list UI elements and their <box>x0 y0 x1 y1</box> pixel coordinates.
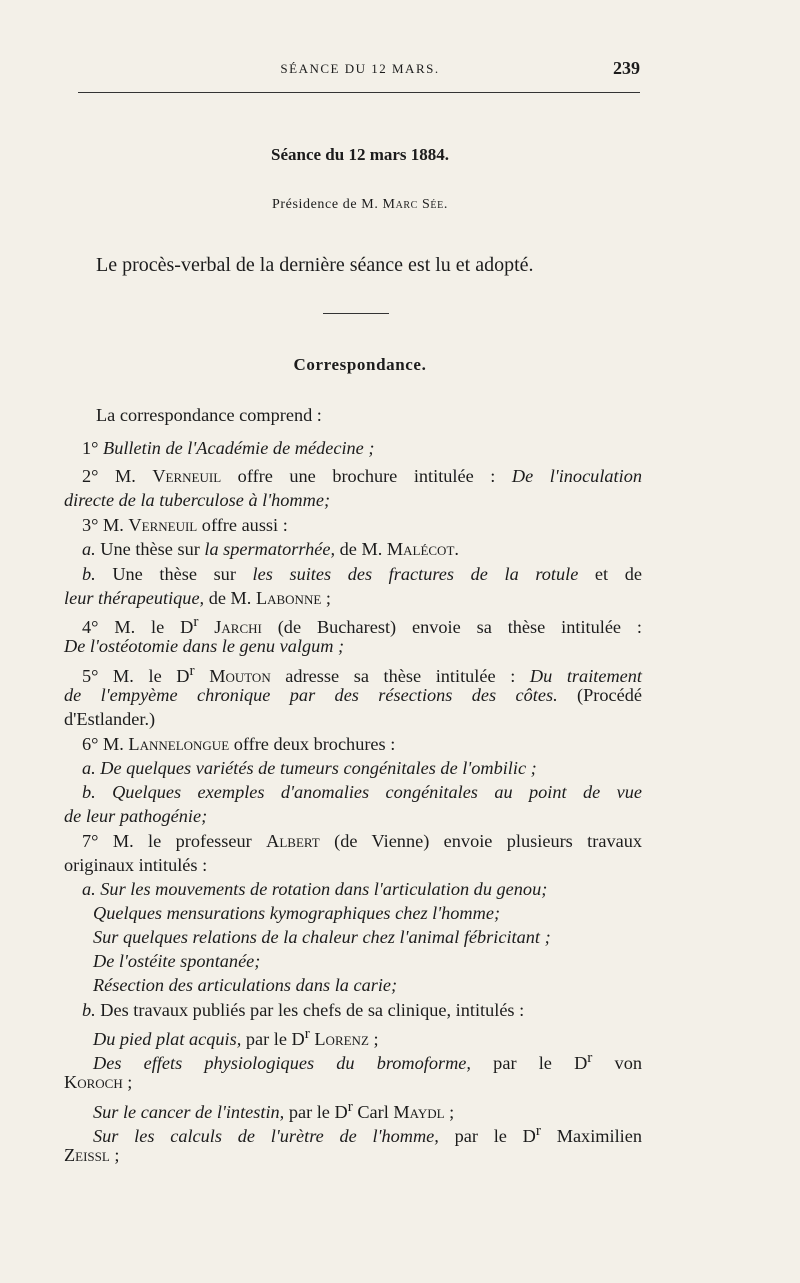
header-rule <box>78 92 640 93</box>
president-name: Marc Sée <box>382 197 444 212</box>
section-separator <box>323 313 389 314</box>
item-6: 6° M. Lannelongue offre deux brochures : <box>82 734 396 754</box>
seance-title: Séance du 12 mars 1884. <box>270 145 450 164</box>
item-2-continued: directe de la tuberculose à l'homme; <box>64 490 331 510</box>
item-7b-4: Sur les calculs de l'urètre de l'homme, par le $D^r$ Maximilien <box>93 1122 642 1147</box>
item-5-continued: de l'empyème chronique par des résections des côtes. (Procédé <box>64 685 642 705</box>
item-7b-2: Des effets physiologiques du bromoforme, par le $D^r$ von <box>93 1049 642 1074</box>
item-2: 2° M. Verneuil offre une brochure intitulée : De l'inoculation <box>82 466 642 486</box>
item-3: 3° M. Verneuil offre aussi : <box>82 515 288 535</box>
item-1: 1° Bulletin de l'Académie de médecine ; <box>82 438 375 458</box>
item-7b-4-continued: Zeissl ; <box>64 1145 120 1165</box>
item-7a-3: Sur quelques relations de la chaleur chez l'animal fébricitant ; <box>93 927 551 947</box>
item-6b: b. Quelques exemples d'anomalies congénitales au point de vue <box>82 782 642 802</box>
item-3b: b. Une thèse sur les suites des fractures de la rotule et de <box>82 564 642 584</box>
running-header <box>78 58 642 82</box>
item-6a: a. De quelques variétés de tumeurs congénitales de l'ombilic ; <box>82 758 537 778</box>
item-7a-1: a. Sur les mouvements de rotation dans l'articulation du genou; <box>82 879 548 899</box>
item-7b-2-continued: Koroch ; <box>64 1072 133 1092</box>
section-heading: Correspondance. <box>293 355 427 374</box>
correspondance-intro: La correspondance comprend : <box>96 405 322 425</box>
page-number: 239 <box>613 58 640 78</box>
item-7b: b. Des travaux publiés par les chefs de sa clinique, intitulés : <box>82 1000 525 1020</box>
presidence-line: Présidence de M. Marc Sée. <box>272 197 448 212</box>
item-5-end: d'Estlander.) <box>64 709 156 729</box>
item-3b-continued: leur thérapeutique, de M. Labonne ; <box>64 588 331 608</box>
proces-verbal-line: Le procès-verbal de la dernière séance est lu et adopté. <box>96 254 534 276</box>
item-5: 5° M. le $D^r$ Mouton adresse sa thèse intitulée : Du traitement <box>82 662 642 687</box>
item-7a-4: De l'ostéite spontanée; <box>93 951 261 971</box>
item-7-continued: originaux intitulés : <box>64 855 208 875</box>
item-3a: a. Une thèse sur la spermatorrhée, de M. Malécot. <box>82 539 459 559</box>
item-7: 7° M. le professeur Albert (de Vienne) envoie plusieurs travaux <box>82 831 642 851</box>
item-7a-2: Quelques mensurations kymographiques chez l'homme; <box>93 903 501 923</box>
item-4-continued: De l'ostéotomie dans le genu valgum ; <box>64 636 345 656</box>
running-title: SÉANCE DU 12 MARS. <box>280 61 440 76</box>
item-7b-1: Du pied plat acquis, par le $D^r$ Lorenz ; <box>93 1025 379 1050</box>
item-6b-continued: de leur pathogénie; <box>64 806 208 826</box>
item-4: 4° M. le $D^r$ Jarchi (de Bucharest) envoie sa thèse intitulée : <box>82 613 643 638</box>
item-7b-3: Sur le cancer de l'intestin, par le $D^r$ Carl Maydl ; <box>93 1098 455 1123</box>
item-7a-5: Résection des articulations dans la carie; <box>93 975 398 995</box>
